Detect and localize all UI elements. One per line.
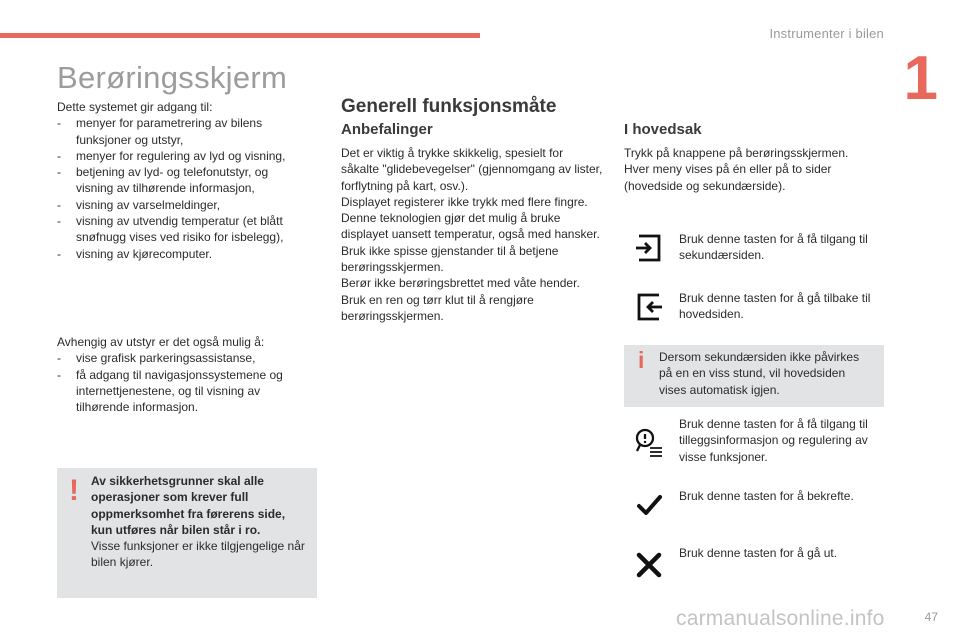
page-number: 47 xyxy=(924,610,938,624)
paragraph: Berør ikke berøringsbrettet med våte hender. xyxy=(341,276,580,291)
page-back-icon xyxy=(634,292,664,322)
page-title: Berøringsskjerm xyxy=(57,60,288,95)
list-item: - visning av kjørecomputer. xyxy=(57,246,213,261)
paragraph: Bruk en ren og tørr klut til å rengjøre berøringsskjermen. xyxy=(341,292,534,323)
recommendations-body xyxy=(341,145,603,324)
general-operation-heading: Generell funksjonsmåte xyxy=(341,96,557,117)
paragraph: Displayet registerer ikke trykk med flere fingre. xyxy=(341,194,588,209)
intro-section xyxy=(57,99,307,262)
row-text: Bruk denne tasten for å få tilgang til sekundærsiden. xyxy=(679,232,868,263)
chapter-number: 1 xyxy=(903,44,938,113)
info-text: Dersom sekundærsiden ikke påvirkes på en en viss stund, vil hovedsiden vises automatisk igjen. xyxy=(659,350,860,397)
page-forward-icon xyxy=(634,233,664,263)
list-item: - betjening av lyd- og telefonutstyr, og visning av tilhørende informasjon, xyxy=(57,165,269,196)
exclamation-icon: ! xyxy=(69,474,79,507)
checkmark-icon xyxy=(634,490,664,520)
optional-section xyxy=(57,334,307,415)
recommendations-heading: Anbefalinger xyxy=(341,121,433,138)
watermark: carmanualsonline.info xyxy=(676,607,885,630)
list-item: - menyer for parametrering av bilens funksjoner og utstyr, xyxy=(57,116,263,147)
main-points-heading: I hovedsak xyxy=(624,121,702,138)
warning-text xyxy=(91,473,306,571)
list-item: - få adgang til navigasjonssystemene og internettjenestene, og til visning av tilhørende informasjon. xyxy=(57,367,283,415)
optional-feature-list xyxy=(57,350,307,415)
list-item: - vise grafisk parkeringsassistanse, xyxy=(57,351,256,366)
paragraph: Denne teknologien gjør det mulig å bruke displayet uansett temperatur, også med hansker. xyxy=(341,211,600,242)
row-text: Bruk denne tasten for å gå tilbake til hovedsiden. xyxy=(679,291,871,322)
intro-text: Dette systemet gir adgang til: xyxy=(57,100,213,114)
row-text: Bruk denne tasten for å bekrefte. xyxy=(679,489,854,503)
feature-list xyxy=(57,115,307,262)
list-item: - visning av varselmeldinger, xyxy=(57,197,221,212)
warning-bold-text: Av sikkerhetsgrunner skal alle operasjoner som krever full oppmerksomhet fra førerens side, kun utføres når bilen står i ro. xyxy=(91,474,286,537)
row-text: Bruk denne tasten for å gå ut. xyxy=(679,546,838,560)
close-icon xyxy=(634,550,664,580)
paragraph: Bruk ikke spisse gjenstander til å betjene berøringsskjermen. xyxy=(341,243,559,275)
warning-normal-text: Visse funksjoner er ikke tilgjengelige når bilen kjører. xyxy=(91,539,305,570)
header-accent-bar xyxy=(0,33,480,38)
info-icon: i xyxy=(638,347,645,373)
section-title: Instrumenter i bilen xyxy=(769,26,884,41)
optional-intro-text: Avhengig av utstyr er det også mulig å: xyxy=(57,335,265,349)
safety-warning-box xyxy=(57,468,317,598)
paragraph: Det er viktig å trykke skikkelig, spesielt for såkalte "glidebevegelser" (gjennomgang av lister, forflytning på kart, osv.). xyxy=(341,146,603,193)
info-settings-icon xyxy=(634,428,664,458)
info-note-box xyxy=(624,345,884,407)
list-item: - menyer for regulering av lyd og visning, xyxy=(57,148,286,163)
main-points-intro: Trykk på knappene på berøringsskjermen. Hver meny vises på én eller på to sider (hovedside og sekundærside). xyxy=(624,146,849,193)
list-item: - visning av utvendig temperatur (et blått snøfnugg vises ved risiko for isbelegg), xyxy=(57,214,284,245)
row-text: Bruk denne tasten for å få tilgang til tilleggsinformasjon og regulering av visse funksjoner. xyxy=(679,417,868,464)
